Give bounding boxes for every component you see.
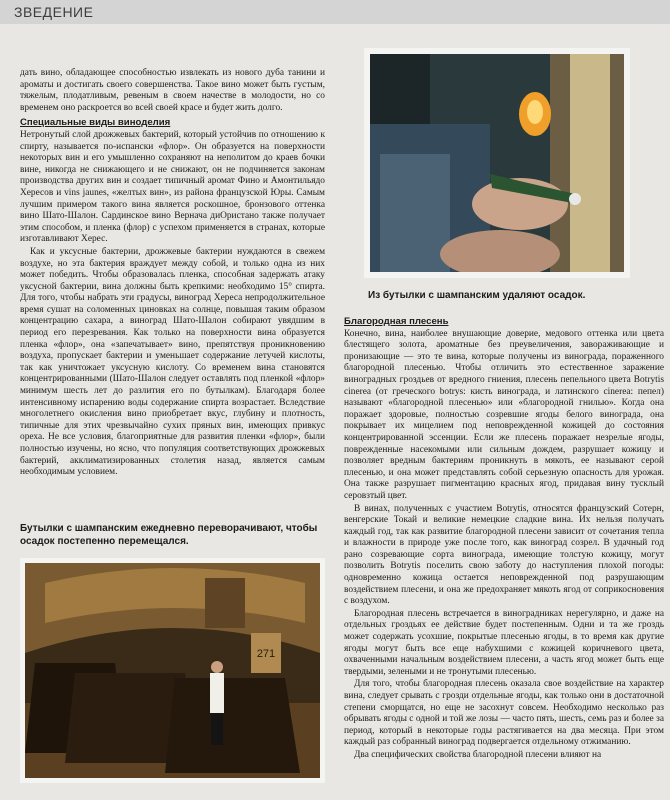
paragraph: Для того, чтобы благородная плесень оказала свое воздействие на характер вина, следует срывать с грозди отдельные ягоды, как только они в достаточной степени сморщатся, но еще не засохнут совсем. Необходимо несколько раз обрывать ягоды с одной и той же лозы — часто пять, шесть, семь раз и более за период, который в некоторые годы растягивается на два месяца. При этом каждый раз собранный виноград подвергается отдельному отжиманию.: [344, 679, 664, 748]
barrel-number: 271: [256, 648, 276, 660]
right-column: [344, 313, 664, 800]
left-column: [20, 68, 325, 520]
subheading-special-winemaking: Специальные виды виноделия: [20, 117, 171, 129]
section-title: ЗВЕДЕНИЕ: [14, 4, 94, 20]
paragraph: Два специфических свойства благородной плесени влияют на: [354, 749, 602, 760]
paragraph: Конечно, вина, наиболее внушающие доверие, медового оттенка или цвета блестящего золота, ароматные без преувеличения, завораживающие и пронизающие — это те вина, которые получены из винограда, пораженного благородной плесенью. Чтобы отличить это естественное заражение виноградных гроздьев от вредного гниения, плесень пепельного цвета Botrytis cinerea (от греческого botrys: кисть винограда, и латинского cinerea: пепел) называют «благородной плесенью» или «благородной гнилью». Когда она поражает здоровые, полностью созревшие ягоды белого винограда, она покрывает их мицелием под неповрежденной кожицей до состояния концентрированной эссенции. Если же плесень поражает незрелые ягоды, поврежденные насекомыми или сильным дождем, разрушает кожицу и позволяет вредным бактериям проникнуть в мякоть, ее называют серой плесенью, и она может представлять собой серьезную опасность для урожая. Она также разрушает пигментацию красных ягод, придавая вину тусклый серовзтый цвет.: [344, 328, 664, 501]
paragraph: Благородная плесень встречается в виноградниках нерегулярно, и даже на отдельных гроздьях ее действие будет постепенным. Одни и та же гроздь может содержать усохшие, покрытые плесенью ягоды, в то время как другие ягоды могут быть все еще набухшими с кожицей коричневого цвета, охваченными начальным воздействием плесени, а часть ягод может быть еще твердыми, зелеными и не тронутыми плесенью.: [344, 608, 664, 677]
paragraph: Нетронутый слой дрожжевых бактерий, который устойчив по отношению к спирту, называется по-испански «флор». Он образуется на поверхности некоторых вин и его умышленно сохраняют на неполитом до краев бочки вине, никогда не снижающего и не снижают, он не подчиняется законам производства других вин и создает типичный аромат Фино и Амонтильядо Хересов и vins jaunes, «желтых вин», из района французской Юры. Самым лучшим примером такого вина является роскошное, бронзового оттенка вино Шато-Шалон. Сардинское вино Вернача диОристано также получает этим способом, и пленка (флор) с успехом применяется в странах, которые изготавливают Херес.: [20, 129, 325, 245]
subheading-noble-rot: Благородная плесень: [344, 316, 449, 327]
paragraph: дать вино, обладающее способностью извлекать из нового дуба танини и ароматы и достигать своего совершенства. Такое вино может быть густым, тяжелым, плодатливым, ревеным в своем начестве в молодости, но со временем оно раскроется во всей своей красе и будет жить долго.: [20, 68, 325, 113]
caption-right: Из бутылки с шампанским удаляют осадок.: [368, 290, 586, 301]
photo-disgorging: [364, 48, 630, 278]
page-header: [0, 0, 670, 24]
paragraph: Как и уксусные бактерии, дрожжевые бактерии нуждаются в свежем воздухе, но эта бактерия враждует между собой, и только одна из них может победить. Чтобы образовалась пленка, способная задержать атаку уксусной бактерии, вина должны быть крепкими: необходимо 15° спирта. Для того, чтобы набрать эти градусы, виноград Хереса непродолжительное время сушат на соломенных циновках на солнце, повышая таким образом концентрацию сахара, а виноград Шато-Шалон собирают увядшим в период его перезревания. Как только на поверхности вина образуется пленка «флор», она «запечатывает» вино, препятствуя проникновению воздуха, пропускает бактерии и уменьшает содержание летучей кислоты, так как уничтожает уксусную кислоту. Со временем вина становятся концентрированными (Шато-Шалон следует оставлять под пленкой «флор» минимум шесть лет до разлития его по бутылкам). Благодаря более интенсивному испарению воды содержание спирта возрастает. Вследствие многолетнего окисления вино приобретает вкус, глубину и плотность, типичные для этих чрезвычайно сухих пряных вин, имеющих привкус ореха. Не все условия, благоприятные для развития пленки «флор», были полностью изучены, но ясно, что популяция соответствующих дрожжевых бактерий, акклиматизированных столетия назад, является самым необходимым условием.: [20, 246, 325, 478]
caption-left: Бутылки с шампанским ежедневно переворачивают, чтобы осадок постепенно перемещался.: [20, 523, 318, 547]
disgorging-image: [370, 54, 624, 272]
photo-riddling-cellar: [20, 558, 325, 783]
paragraph: В винах, полученных с участием Botrytis, относятся французский Сотерн, венгерские Токай и великие немецкие сладкие вина. Их нельзя получать каждый год, так как развитие благородной плесени зависит от сочетания тепла и влажности в природе уже после того, как виноград созрел. В удачный год рано созревающие сорта винограда, имеющие толстую кожицу, могут позволить Botrytis поселить свою заботу до наступления плохой погоды: одновременно кожица остается неповрежденной под разрушающим воздействием плесени, и она же предохраняет мякоть ягод от соприкосновения с воздухом.: [344, 503, 664, 607]
riddling-cellar-image: [25, 563, 320, 778]
